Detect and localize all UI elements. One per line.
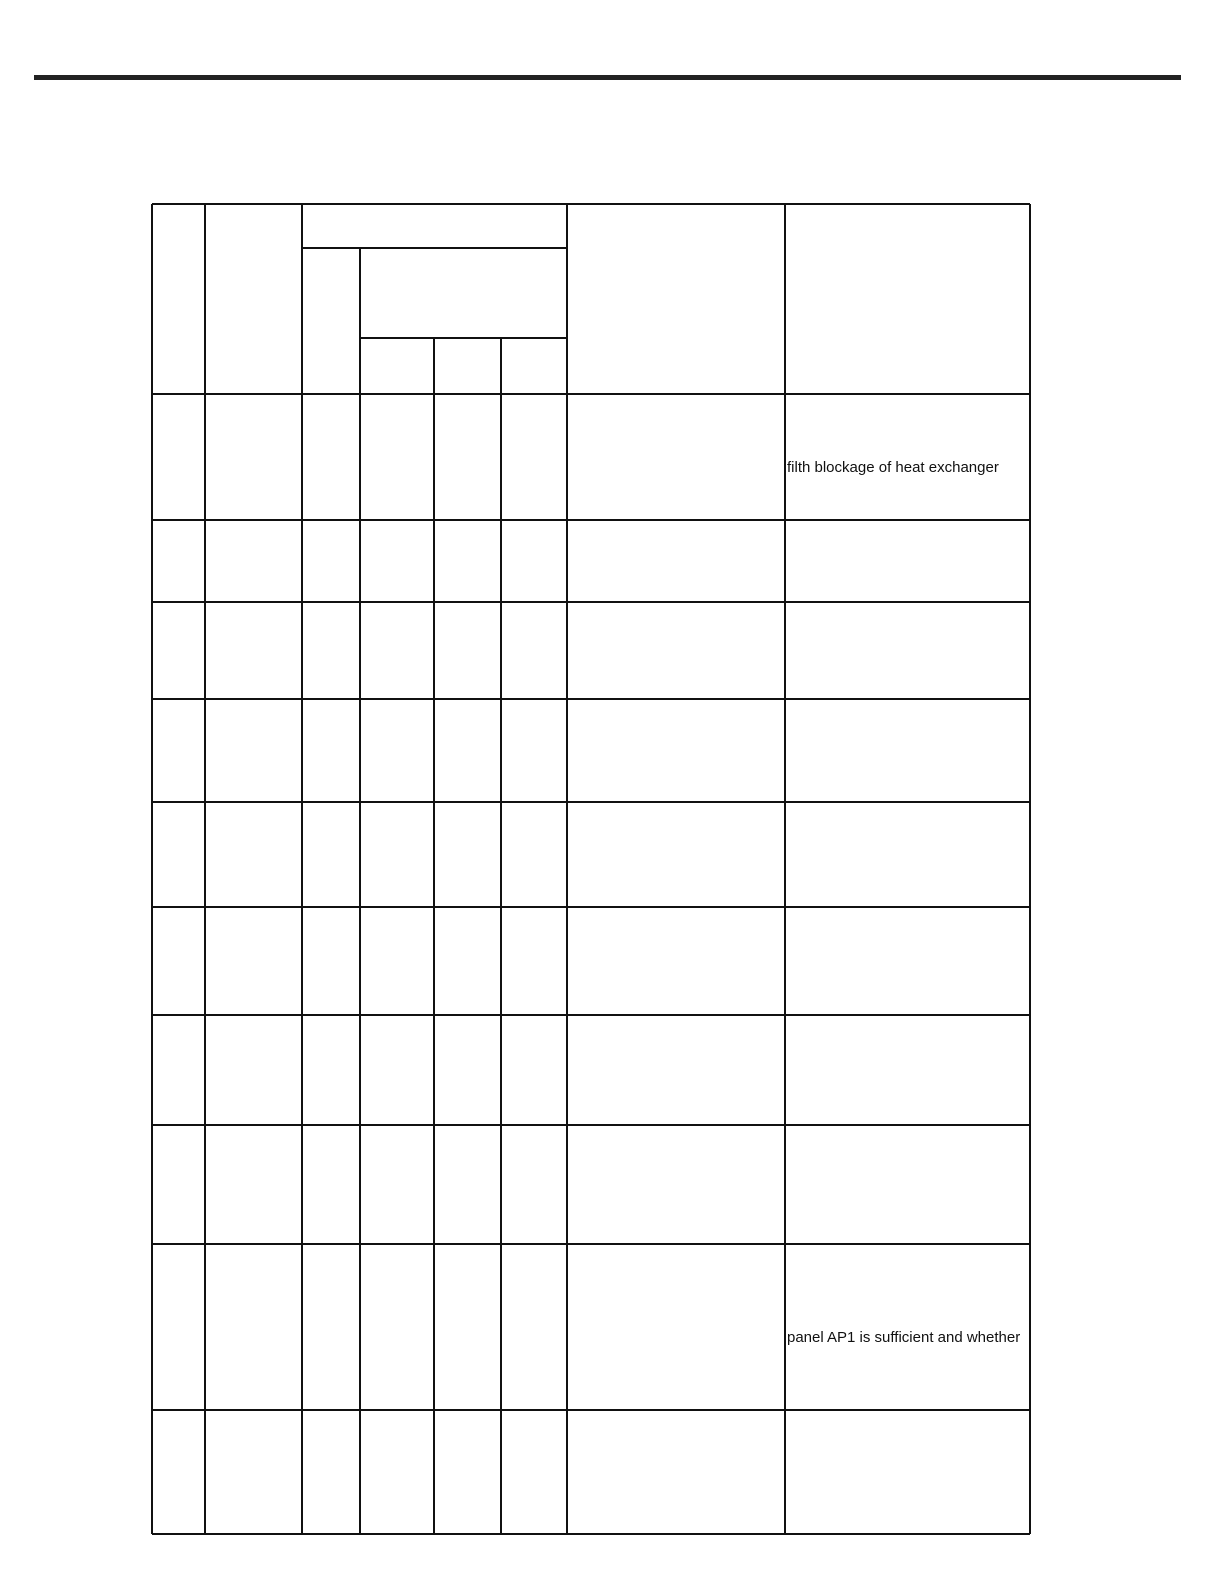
table-cell-text: panel AP1 is sufficient and whether — [787, 1329, 1021, 1346]
table-cell-text: filth blockage of heat exchanger — [787, 459, 999, 476]
